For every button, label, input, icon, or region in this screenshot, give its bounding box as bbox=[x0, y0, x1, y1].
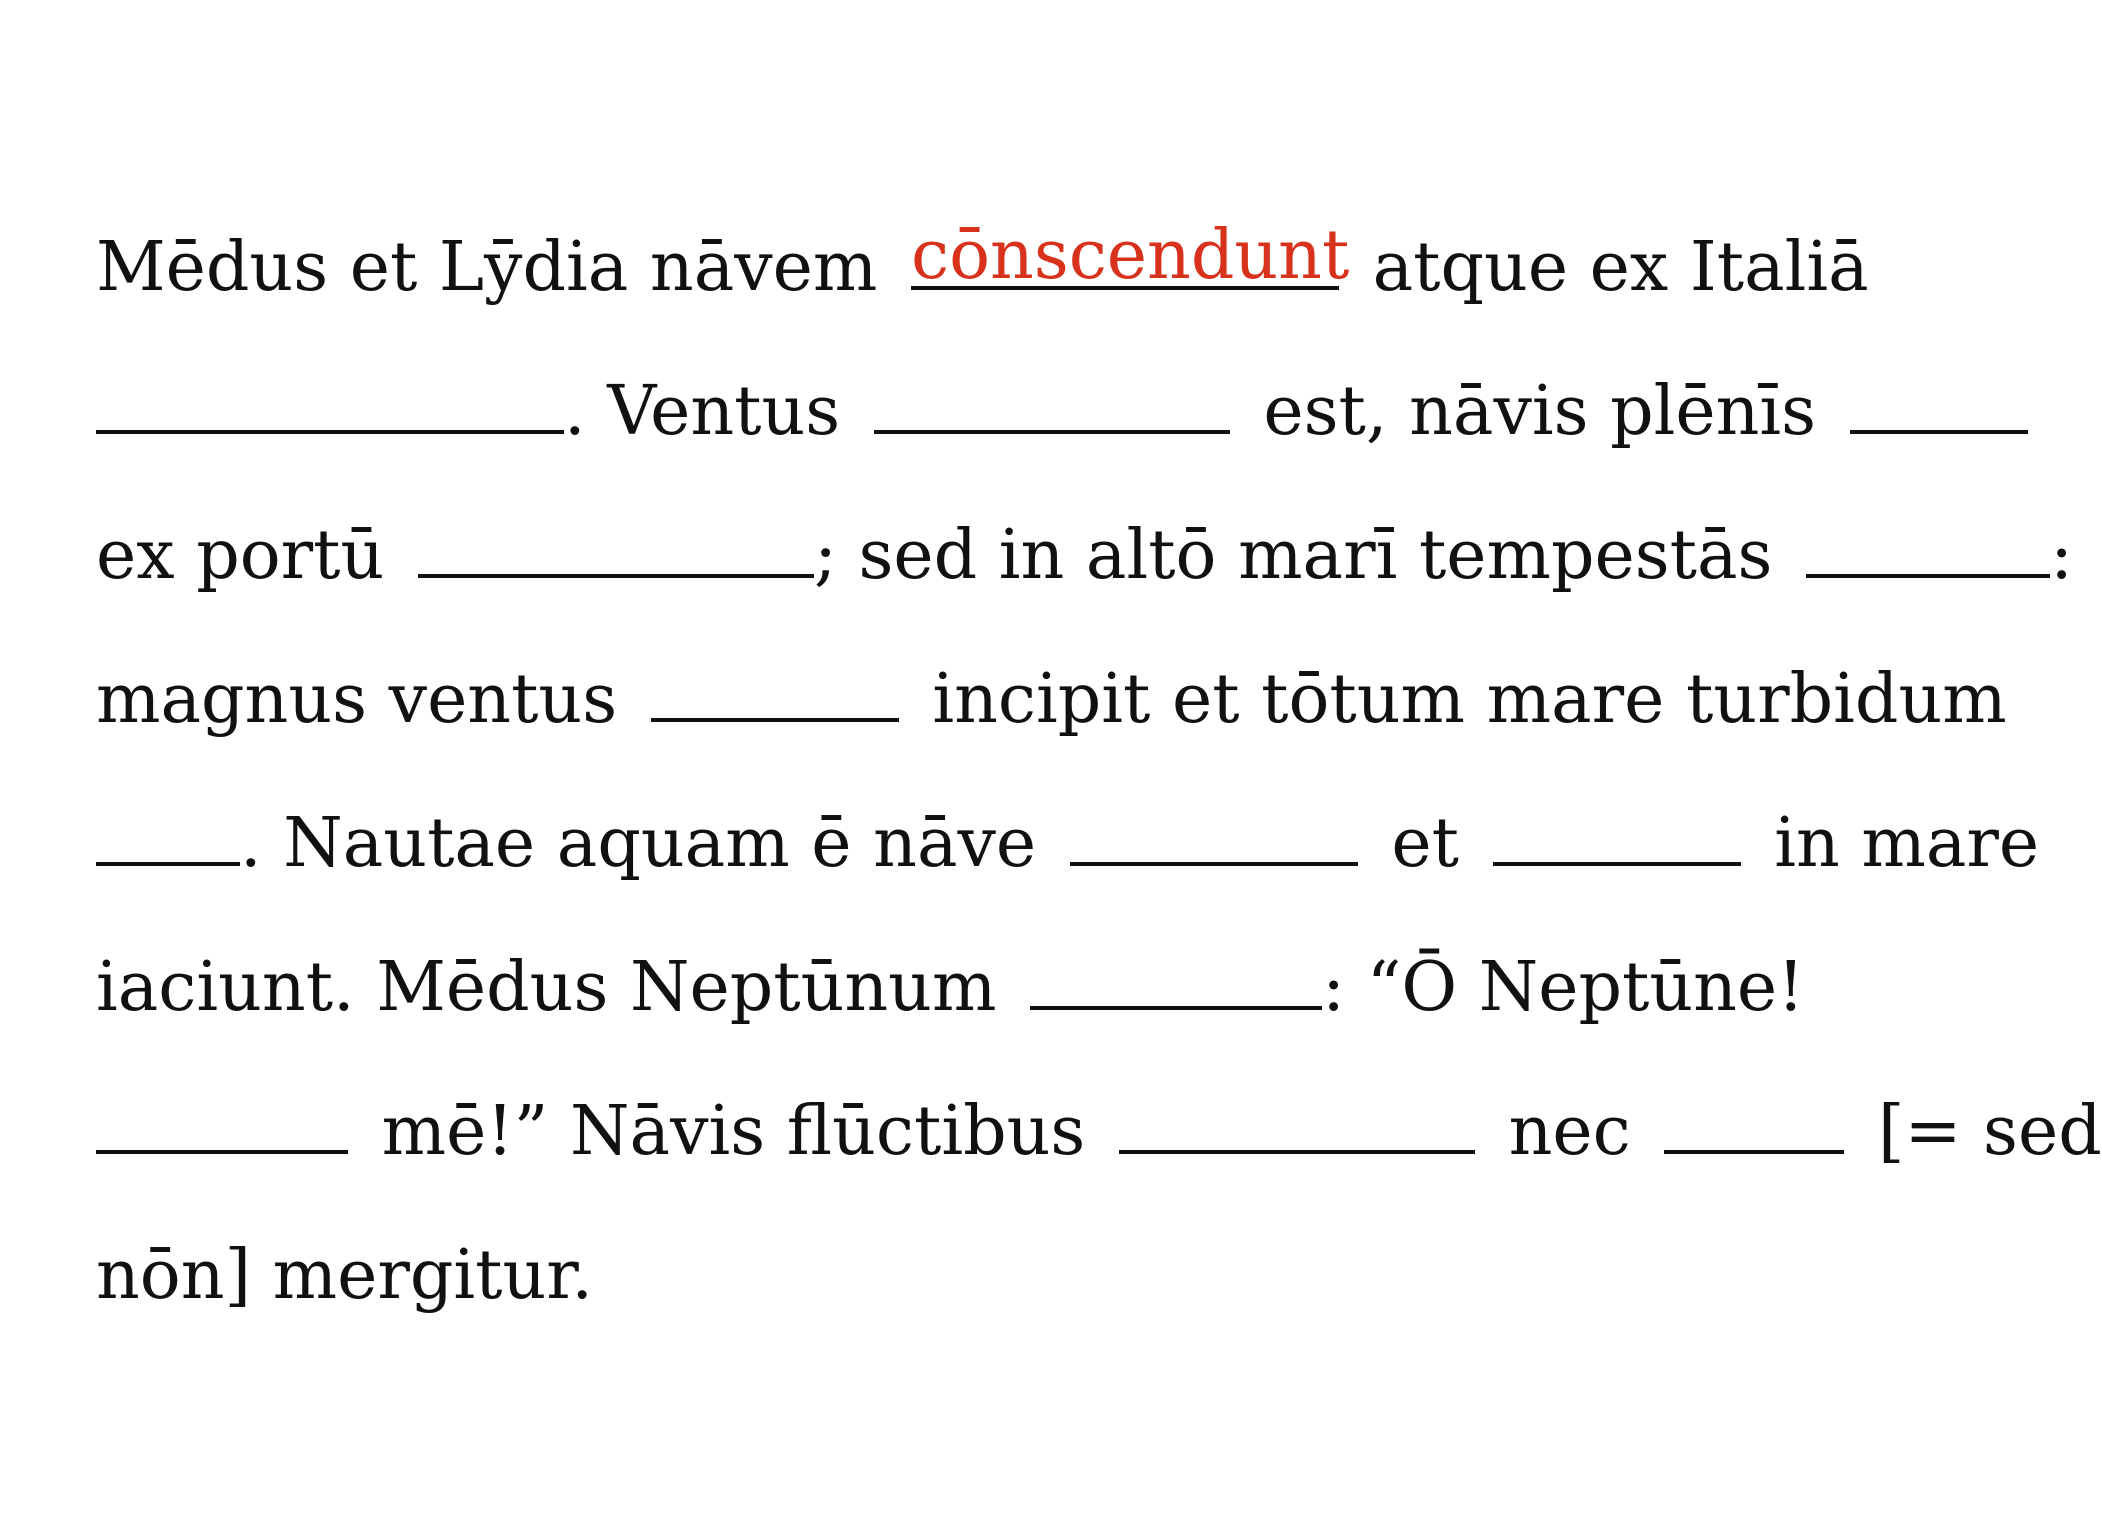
text-segment: . Nautae aquam ē nāve bbox=[240, 804, 1037, 883]
text-segment: atque ex Italiā bbox=[1372, 228, 1869, 307]
text-segment: nōn] mergitur. bbox=[96, 1236, 593, 1315]
passage-line-1 bbox=[96, 218, 1869, 318]
blank-9[interactable] bbox=[1070, 802, 1358, 866]
blank-2[interactable] bbox=[96, 370, 564, 434]
blank-8[interactable] bbox=[96, 802, 240, 866]
passage-line-4 bbox=[96, 650, 2007, 750]
text-segment: iaciunt. Mēdus Neptūnum bbox=[96, 948, 997, 1027]
blank-11[interactable] bbox=[1030, 946, 1322, 1010]
blank-10[interactable] bbox=[1493, 802, 1741, 866]
text-segment: mē!” Nāvis flūctibus bbox=[381, 1092, 1086, 1171]
blank-14[interactable] bbox=[1664, 1090, 1844, 1154]
passage-line-6 bbox=[96, 938, 1804, 1038]
passage-line-7 bbox=[96, 1082, 2102, 1182]
blank-7[interactable] bbox=[651, 658, 899, 722]
blank-13[interactable] bbox=[1119, 1090, 1475, 1154]
blank-12[interactable] bbox=[96, 1090, 348, 1154]
passage-line-5 bbox=[96, 794, 2039, 894]
answer-text: cōnscendunt bbox=[911, 216, 1350, 295]
blank-6[interactable] bbox=[1806, 514, 2050, 578]
passage-line-8 bbox=[96, 1226, 593, 1326]
text-segment: ex portū bbox=[96, 516, 385, 595]
text-segment: et bbox=[1391, 804, 1459, 883]
passage-line-2 bbox=[96, 362, 2028, 462]
text-segment: ; sed in altō marī tempestās bbox=[813, 516, 1773, 595]
passage-line-3 bbox=[96, 506, 2073, 606]
text-segment: . Ventus bbox=[564, 372, 841, 451]
text-segment: nec bbox=[1508, 1092, 1631, 1171]
text-segment: [= sed bbox=[1877, 1092, 2102, 1171]
blank-1-answered[interactable] bbox=[911, 216, 1350, 295]
text-segment: : bbox=[2050, 516, 2073, 595]
text-segment: : “Ō Neptūne! bbox=[1322, 948, 1805, 1027]
text-segment: est, nāvis plēnīs bbox=[1263, 372, 1817, 451]
blank-5[interactable] bbox=[418, 514, 814, 578]
text-segment: in mare bbox=[1774, 804, 2040, 883]
blank-4[interactable] bbox=[1850, 370, 2028, 434]
blank-3[interactable] bbox=[874, 370, 1230, 434]
text-segment: magnus ventus bbox=[96, 660, 618, 739]
text-segment: incipit et tōtum mare turbidum bbox=[932, 660, 2007, 739]
text-segment: Mēdus et Lȳdia nāvem bbox=[96, 228, 878, 307]
